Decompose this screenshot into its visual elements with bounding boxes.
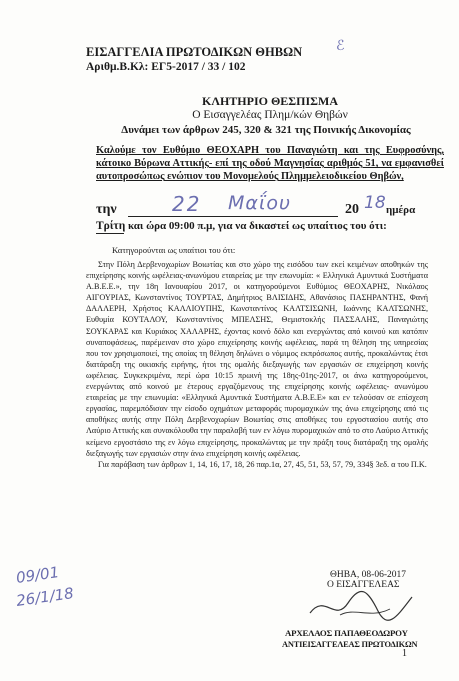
margin-note-line2: 26/1/18	[15, 584, 75, 610]
date-the-label: την	[96, 202, 117, 217]
place-date: ΘΗΒΑ, 08-06-2017	[330, 570, 406, 580]
charges-body-block	[86, 259, 428, 470]
day-word: ημέρα	[386, 204, 416, 216]
charges-body: Στην Πόλη Δερβενοχωρίων Βοιωτίας και στο χώρο της εισόδου των εκεί κειμένων αποθηκών της επιχείρησης κοινής ωφέλειας-ανωνύμου εταιρείας με την επωνυμία: « Ελληνικά Αμυντικά Συστήματα Α.Β.Ε.Ε.», την 18η Ιανουαρίου 2017, οι κατηγορούμενοι Ευθύμιος ΘΕΟΧΑΡΗΣ, Νικόλαος ΑΙΓΟΥΡΙΑΣ, Κωνσταντίνος ΤΟΥΡΤΑΣ, Δημήτριος ΒΛΙΣΙΔΗΣ, Αθανάσιος ΠΑΣΗΡΑΝΤΗΣ, Φανή ΔΑΛΛΕΡΗ, Χρήστος ΚΑΛΛΙΟΥΠΗΣ, Κωνσταντίνος ΚΑΛΤΣΙΣΩΝΗ, Ιωάννης ΚΑΛΤΣΩΝΗΣ, Ευθυμία ΚΟΥΤΑΛΟΥ, Κωνσταντίνος ΜΠΕΛΣΗΣ, Θεμιστοκλής ΠΑΣΣΑΛΗΣ, Παναγιώτης ΣΟΥΚΑΡΑΣ και Κυριάκος ΧΑΛΑΡΗΣ, έχοντας κοινό δόλο και ενεργώντας από κοινού και κατόπιν συναποφάσεως, παρέμειναν στο χώρο επιχείρησης κοινής ωφέλειας, παρά τη θέληση της υπηρεσίας που τον χρησιμοποιεί, της οποίας τη θέληση δηλώνει ο νόμιμος εκπρόσωπος αυτής, προκαλώντας έτσι διατάραξη της οικιακής ειρήνης, ήτοι της ομαλής διεξαγωγής των εργασιών σε επιχείρηση κοινής ωφέλειας. Συγκεκριμένα, περί ώρα 10:15 πρωινή της 18ης-01ης-2017, οι άνω κατηγορούμενοι, ενεργώντας από κοινού με έτερους εργαζόμενους της επιχείρησης κοινής ωφέλειας- ανωνύμου εταιρείας με την επωνυμία: «Ελληνικά Αμυντικά Συστήματα Α.Β.Ε.Ε» και εν τελούσαν σε επίσχεση εργασίας, παρεμπόδισαν την είσοδο οχημάτων μεταφοράς πυρομαχικών της άνω επιχείρησης από τις αποθήκες αυτής στην Πόλη Δερβενοχωρίων Βοιωτίας στις αποθήκες του εργοστασίου αυτής στο Λαύριο Αττικής και συνακόλουθα την παραλαβή των εν λόγω πυρομαχικών από το στο Λαύριο Αττικής κείμενο εργοστάσιο της εν λόγω επιχείρησης, προκαλώντας με την πράξη τους διατάραξη της ομαλής διεξαγωγής των εργασιών στην άνω επιχείρηση κοινής ωφέλειας.	[86, 260, 428, 458]
document-title: ΚΛΗΤΗΡΙΟ ΘΕΣΠΙΣΜΑ	[202, 94, 338, 108]
charges-intro: Κατηγορούνται ως υπαίτιοι του ότι:	[112, 245, 236, 255]
weekday: Τρίτη	[96, 220, 126, 232]
page-number: 1	[402, 648, 407, 659]
handwritten-year: 18	[364, 193, 386, 213]
prosecutor-line: Ο Εισαγγελέας Πλημ/κών Θηβών	[192, 109, 348, 121]
year-prefix: 20	[345, 202, 359, 217]
office-name: ΕΙΣΑΓΓΕΛΙΑ ΠΡΩΤΟΔΙΚΩΝ ΘΗΒΩΝ	[86, 45, 303, 59]
stamp-title: ΑΝΤΙΕΙΣΑΓΓΕΛΕΑΣ ΠΡΩΤΟΔΙΚΩΝ	[282, 640, 418, 649]
hearing-time: και ώρα 09:00 π.μ, για να δικαστεί ως υπαίτιος του ότι:	[128, 220, 387, 232]
file-number: Αριθμ.Β.Κλ: ΕΓ5-2017 / 33 / 102	[86, 61, 246, 73]
violation-articles: Για παράβαση των άρθρων 1, 14, 16, 17, 18, 26 παρ.1α, 27, 45, 51, 53, 57, 79, 334§ 3εδ. α του Π.Κ.	[98, 459, 427, 469]
handwritten-mark: ℰ	[336, 38, 345, 54]
signatory-role: Ο ΕΙΣΑΓΓΕΛΕΑΣ	[327, 580, 400, 590]
handwritten-day: 22	[172, 192, 202, 216]
signature-scribble	[300, 585, 420, 625]
summons-text: Καλούμε τον Ευθύμιο ΘΕΟΧΑΡΗ του Παναγιώτη και της Ευφροσύνης, κάτοικο Βύρωνα Αττικής- επί της οδού Μαγνησίας αριθμός 51, να εμφανισθεί αυτοπροσώπως ενώπιον του Μονομελούς Πλημμελειοδικείου Θηβών,	[96, 145, 444, 183]
weekday-underline	[96, 233, 124, 234]
margin-note-line1: 09/01	[14, 563, 61, 587]
legal-basis: Δυνάμει των άρθρων 245, 320 & 321 της Ποινικής Δικονομίας	[121, 124, 411, 136]
handwritten-month: Μαΐου	[228, 192, 291, 214]
date-underline	[128, 216, 338, 217]
stamp-name: ΑΡΧΕΛΑΟΣ ΠΑΠΑΘΕΟΔΩΡΟΥ	[285, 628, 408, 638]
